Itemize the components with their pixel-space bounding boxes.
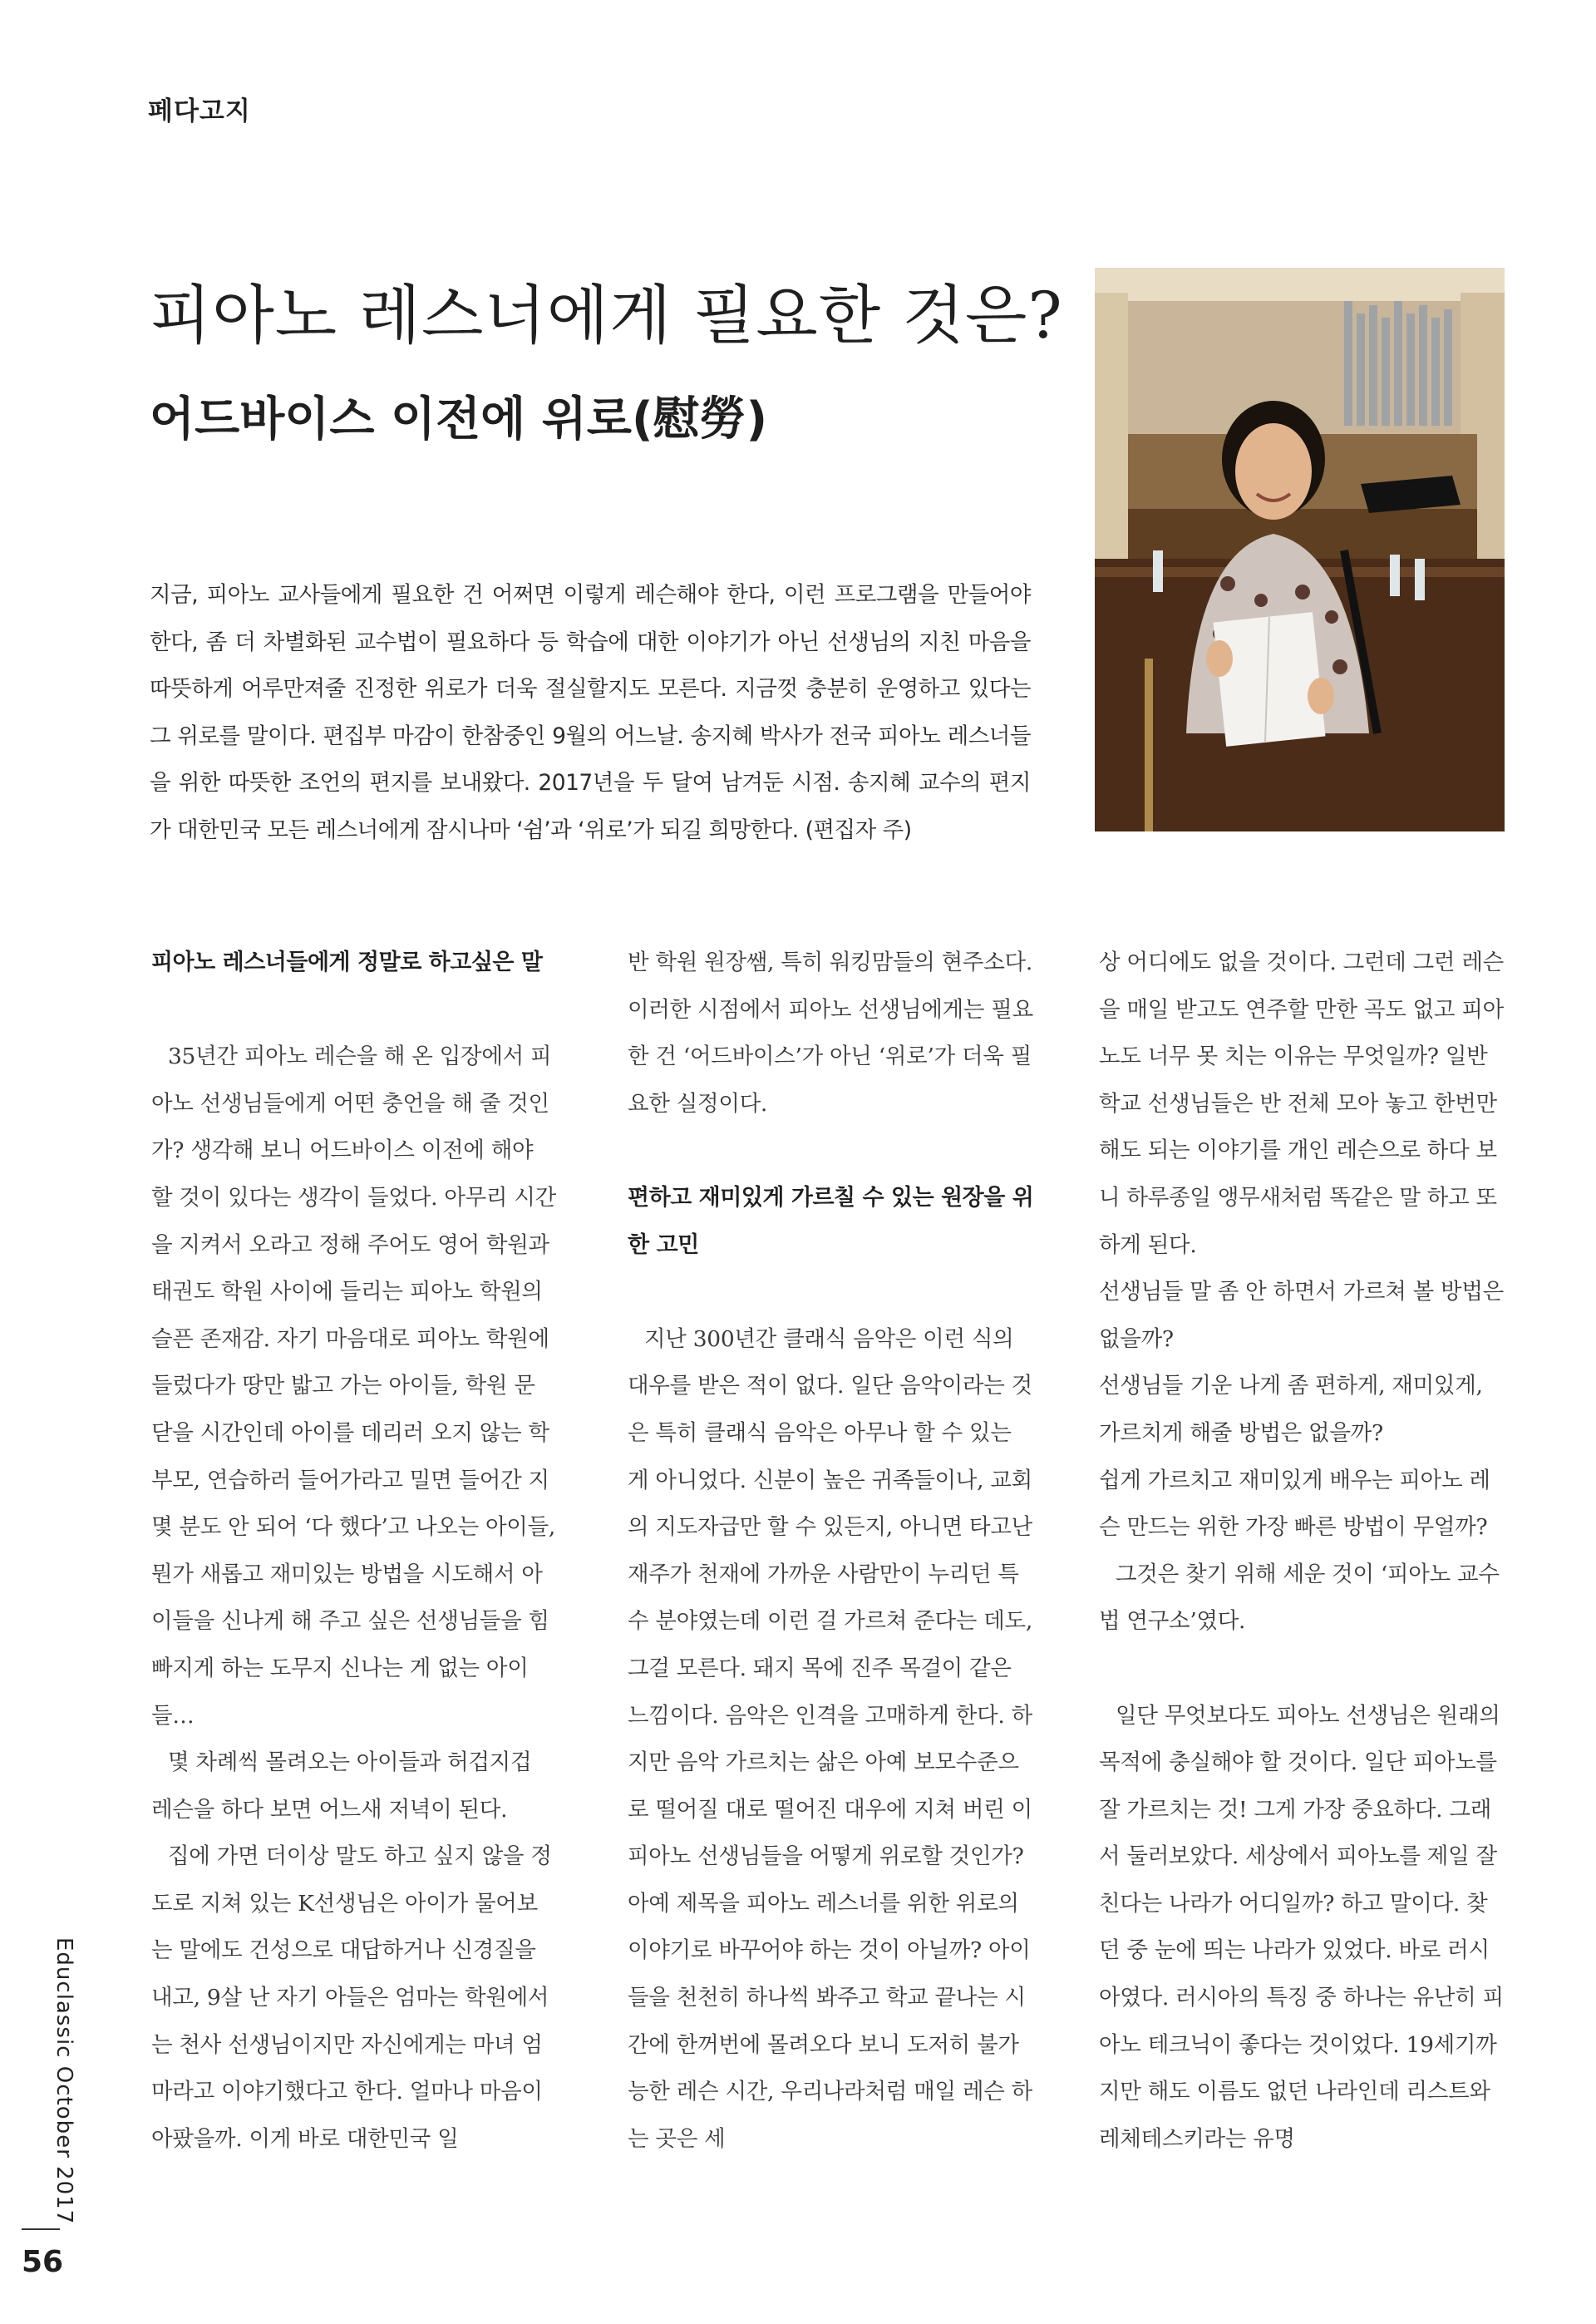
column-2 [628,940,1035,2163]
column-3-paragraph-5: 그것은 찾기 위해 세운 것이 ‘피아노 교수법 연구소’였다. [1099,1561,1500,1635]
column-3-paragraph-3: 선생님들 기운 나게 좀 편하게, 재미있게, 가르치게 해줄 방법은 없을까? [1099,1373,1483,1446]
column-1-paragraph-3: 집에 가면 더이상 말도 하고 싶지 않을 정도로 지쳐 있는 K선생님은 아이가 물어보는 말에도 건성으로 대답하거나 신경질을 내고, 9살 난 자기 아들은 엄마는 학원에서는 천사 선생님이지만 자신에게는 마녀 엄마라고 이야기했다고 한다. 얼마나 마음이 아팠을까. 이게 바로 대한민국 일 [151,1843,552,2152]
column-1-paragraph-1: 35년간 피아노 레슨을 해 온 입장에서 피아노 선생님들에게 어떤 충언을 해 줄 것인가? 생각해 보니 어드바이스 이전에 해야 할 것이 있다는 생각이 들었다. 아무리 시간을 지켜서 오라고 정해 주어도 영어 학원과 태권도 학원 사이에 들리는 피아노 학원의 슬픈 존재감. 자기 마음대로 피아노 학원에 들렀다가 땅만 밟고 가는 아이들, 학원 문 닫을 시간인데 아이를 데리러 오지 않는 학부모, 연습하러 들어가라고 밀면 들어간 지 몇 분도 안 되어 ‘다 했다’고 나오는 아이들, 뭔가 새롭고 재미있는 방법을 시도해서 아이들을 신나게 해 주고 싶은 선생님들을 힘 빠지게 하는 도무지 신나는 게 없는 아이들… [151,1044,556,1729]
sidebar-divider [22,2228,60,2230]
column-2-paragraph-1: 반 학원 원장쌤, 특히 워킹맘들의 현주소다. 이러한 시점에서 피아노 선생님에게는 필요한 건 ‘어드바이스’가 아닌 ‘위로’가 더욱 필요한 실정이다. [628,950,1033,1117]
article-subtitle: 어드바이스 이전에 위로(慰勞) [150,392,768,447]
column-1 [151,940,559,2163]
article-title: 피아노 레스너에게 필요한 것은? [150,279,1063,353]
column-1-heading: 피아노 레스너들에게 정말로 하고싶은 말 [151,950,543,975]
column-3-paragraph-1: 상 어디에도 없을 것이다. 그런데 그런 레슨을 매일 받고도 연주할 만한 곡도 없고 피아노도 너무 못 치는 이유는 무엇일까? 일반 학교 선생님들은 반 전체 모아 놓고 한번만 해도 되는 이야기를 개인 레슨으로 하다 보니 하루종일 앵무새처럼 똑같은 말 하고 또 하게 된다. [1099,950,1504,1258]
column-2-paragraph-2: 지난 300년간 클래식 음악은 이런 식의 대우를 받은 적이 없다. 일단 음악이라는 것은 특히 클래식 음악은 아무나 할 수 있는 게 아니었다. 신분이 높은 귀족들이나, 교회의 지도자급만 할 수 있든지, 아니면 타고난 재주가 천재에 가까운 사람만이 누리던 특수 분야였는데 이런 걸 가르쳐 준다는 데도, 그걸 모른다. 돼지 목에 진주 목걸이 같은 느낌이다. 음악은 인격을 고매하게 한다. 하지만 음악 가르치는 삶은 아예 보모수준으로 떨어질 대로 떨어진 대우에 지쳐 버린 이 피아노 선생님들을 어떻게 위로할 것인가? 아예 제목을 피아노 레스너를 위한 위로의 이야기로 바꾸어야 하는 것이 아닐까? 아이들을 천천히 하나씩 봐주고 학교 끝나는 시간에 한꺼번에 몰려오다 보니 도저히 불가능한 레슨 시간, 우리나라처럼 매일 레슨 하는 곳은 세 [628,1325,1032,2152]
column-3-paragraph-6: 일단 무엇보다도 피아노 선생님은 원래의 목적에 충실해야 할 것이다. 일단 피아노를 잘 가르치는 것! 그게 가장 중요하다. 그래서 둘러보았다. 세상에서 피아노를 제일 잘 친다는 나라가 어디일까? 하고 말이다. 찾던 중 눈에 띄는 나라가 있었다. 바로 러시아였다. 러시아의 특징 중 하나는 유난히 피아노 테크닉이 좋다는 것이었다. 19세기까지만 해도 이름도 없던 나라인데 리스트와 레체테스키라는 유명 [1099,1702,1504,2152]
portrait-photo [1095,268,1505,831]
column-3-paragraph-2: 선생님들 말 좀 안 하면서 가르쳐 볼 방법은 없을까? [1099,1279,1504,1352]
column-3-paragraph-4: 쉽게 가르치고 재미있게 배우는 피아노 레슨 만드는 위한 가장 빠른 방법이 무얼까? [1099,1467,1490,1541]
column-2-heading: 편하고 재미있게 가르칠 수 있는 원장을 위한 고민 [628,1184,1034,1258]
section-label: 페다고지 [148,96,251,126]
magazine-issue-label: Educlassic October 2017 [52,1937,76,2225]
column-3 [1099,940,1506,2163]
page-number: 56 [22,2245,64,2279]
column-1-paragraph-2: 몇 차례씩 몰려오는 아이들과 허겁지겁 레슨을 하다 보면 어느새 저녁이 된다. [151,1749,532,1823]
letter-paper [1213,612,1325,747]
intro-paragraph: 지금, 피아노 교사들에게 필요한 건 어쩌면 이렇게 레슨해야 한다, 이런 프로그램을 만들어야 한다, 좀 더 차별화된 교수법이 필요하다 등 학습에 대한 이야기가 아닌 선생님의 지친 마음을 따뜻하게 어루만져줄 진정한 위로가 더욱 절실할지도 모른다. 지금껏 충분히 운영하고 있다는 그 위로를 말이다. 편집부 마감이 한참중인 9월의 어느날. 송지혜 박사가 전국 피아노 레스너들을 위한 따뜻한 조언의 편지를 보내왔다. 2017년을 두 달여 남겨둔 시점. 송지혜 교수의 편지가 대한민국 모든 레스너에게 잠시나마 ‘쉼’과 ‘위로’가 되길 희망한다. (편집자 주) [150,582,1031,843]
